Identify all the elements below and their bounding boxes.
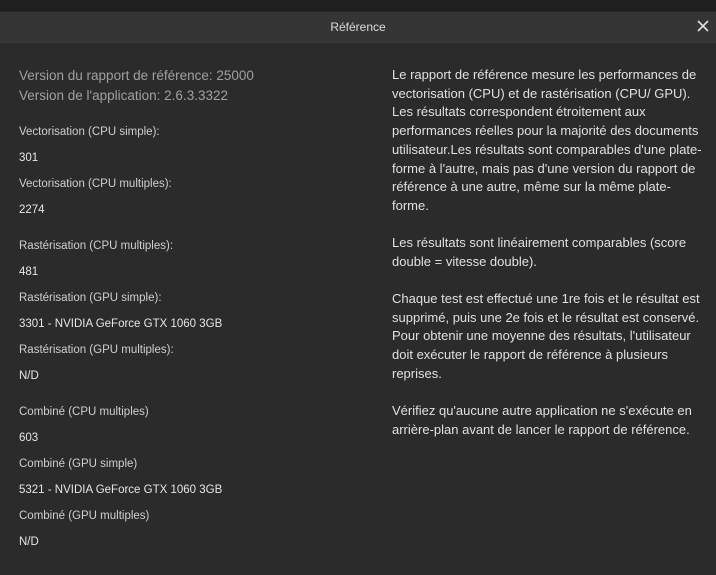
result-value: 3301 - NVIDIA GeForce GTX 1060 3GB [19, 318, 223, 330]
result-value: 2274 [19, 204, 45, 216]
result-value: 603 [19, 432, 39, 444]
description-paragraph: Les résultats sont linéairement comparables (score double = vitesse double). [392, 235, 687, 269]
top-strip [0, 0, 716, 12]
close-icon [697, 20, 709, 32]
close-button[interactable] [692, 15, 714, 39]
description-panel [392, 66, 704, 458]
result-value: N/D [19, 370, 39, 382]
description-paragraph: Vérifiez qu'aucune autre application ne s'exécute en arrière-plan avant de lancer le rapport de référence. [392, 403, 692, 437]
result-value: 301 [19, 152, 39, 164]
result-value: 5321 - NVIDIA GeForce GTX 1060 3GB [19, 484, 223, 496]
result-value: N/D [19, 536, 39, 548]
result-label: Rastérisation (GPU multiples): [19, 344, 174, 356]
result-label: Combiné (GPU multiples) [19, 510, 150, 522]
report-version: Version du rapport de référence: 25000 [19, 68, 254, 83]
result-label: Combiné (CPU multiples) [19, 406, 149, 418]
result-label: Rastérisation (CPU multiples): [19, 240, 174, 252]
description-paragraph: Le rapport de référence mesure les performances de vectorisation (CPU) et de rastérisation (CPU/ GPU). Les résultats correspondent étroitement aux performances réelles pour la majorité des documents utilisateur.Les résultats sont comparables d'une plate-forme à l'autre, mais pas d'une version du rapport de référence à une autre, même sur la même plate-forme. [392, 67, 702, 213]
window-title: Référence [330, 20, 386, 34]
result-label: Rastérisation (GPU simple): [19, 292, 162, 304]
result-value: 481 [19, 266, 39, 278]
result-label: Combiné (GPU simple) [19, 458, 138, 470]
description-paragraph: Chaque test est effectué une 1re fois et le résultat est supprimé, puis une 2e fois et le résultat est conservé. Pour obtenir une moyenne des résultats, l'utilisateur doit exécuter le rapport de référence à plusieurs reprises. [392, 291, 700, 381]
app-version: Version de l'application: 2.6.3.3322 [19, 87, 228, 103]
version-info [19, 66, 369, 105]
title-bar [0, 12, 716, 43]
result-label: Vectorisation (CPU simple): [19, 126, 160, 138]
result-label: Vectorisation (CPU multiples): [19, 178, 172, 190]
